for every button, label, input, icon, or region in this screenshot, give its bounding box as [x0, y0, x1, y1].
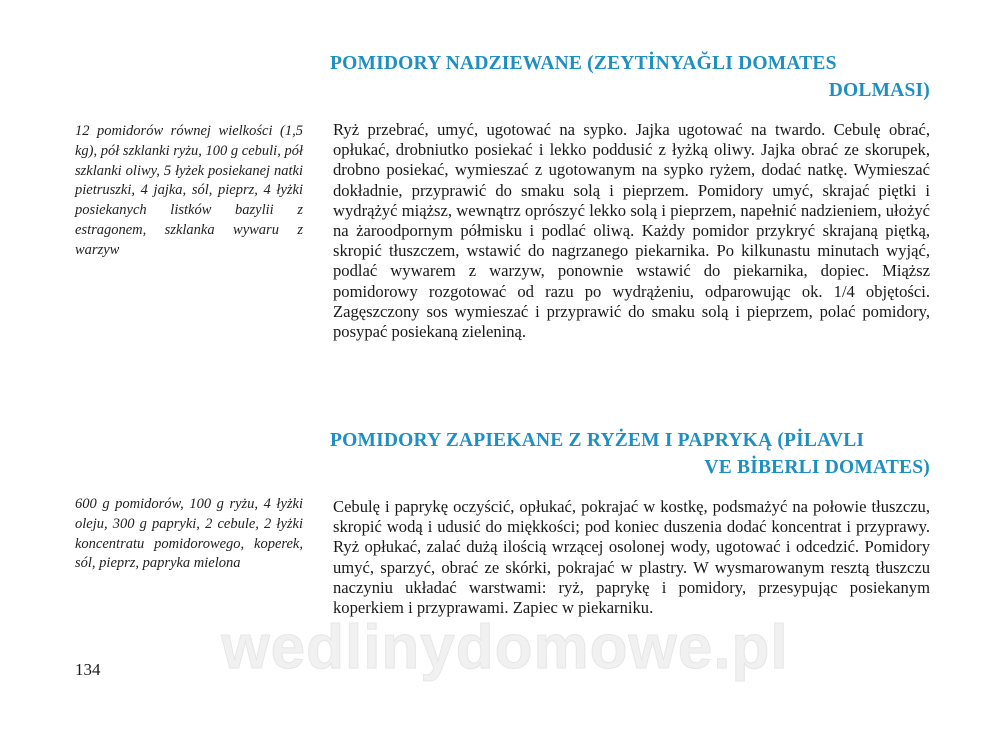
recipe-1-title-line1: POMIDORY NADZIEWANE (ZEYTİNYAĞLI DOMATES — [330, 53, 837, 74]
recipe-2-ingredients: 600 g pomidorów, 100 g ryżu, 4 łyżki oleju, 300 g papryki, 2 cebule, 2 łyżki koncentratu pomidorowego, koperek, sól, pieprz, papryka mielona — [75, 496, 303, 572]
recipe-1-ingredients: 12 pomidorów równej wielkości (1,5 kg), pół szklanki ryżu, 100 g cebuli, pół szklanki oliwy, 5 łyżek posiekanej natki pietruszki, 4 jajka, sól, pieprz, 4 łyżki posiekanych listków bazylii z estragonem, szklanka wywaru z warzyw — [75, 123, 303, 258]
recipe-2-title-line2: VE BİBERLI DOMATES) — [704, 457, 930, 478]
recipe-2-title-line1: POMIDORY ZAPIEKANE Z RYŻEM I PAPRYKĄ (PİLAVLI — [330, 430, 865, 451]
recipe-1-title — [330, 50, 930, 104]
watermark: wedlinydomowe.pl — [221, 613, 789, 682]
recipe-1-title-line2: DOLMASI) — [828, 80, 930, 101]
recipe-2-title — [330, 427, 930, 481]
recipe-2-method: Cebulę i paprykę oczyścić, opłukać, pokrajać w kostkę, podsmażyć na połowie tłuszczu, skropić wodą i udusić do miękkości; pod koniec duszenia dodać koncentrat i przyprawy. Ryż opłukać, zalać dużą ilością wrzącej osolonej wody, ugotować i odcedzić. Pomidory umyć, sparzyć, obrać ze skórki, pokrajać w plastry. W wysmarowanym resztą tłuszczu naczyniu układać warstwami: ryż, paprykę i pomidory, przesypując posiekanym koperkiem i przyprawami. Zapiec w piekarniku. — [333, 497, 930, 618]
recipe-1-method: Ryż przebrać, umyć, ugotować na sypko. Jajka ugotować na twardo. Cebulę obrać, opłukać, drobniutko posiekać i lekko poddusić z łyżką oliwy. Jajka obrać ze skorupek, drobno posiekać, wymieszać z ugotowanym na sypko ryżem, dodać natkę. Wymieszać dokładnie, przyprawić do smaku solą i pieprzem. Pomidory umyć, skrajać piętki i wydrążyć miąższ, wewnątrz oprószyć lekko solą i pieprzem, napełnić nadzieniem, ułożyć na żaroodpornym półmisku i podlać oliwą. Każdy pomidor przykryć skrajaną piętką, skropić tłuszczem, wstawić do nagrzanego piekarnika. Po kilkunastu minutach wyjąć, podlać wywarem z warzyw, ponownie wstawić do piekarnika, dopiec. Miąższ pomidorowy rozgotować od razu po wydrążeniu, odparowując ok. 1/4 objętości. Zagęszczony sos wymieszać i przyprawić do smaku solą i pieprzem, polać pomidory, posypać posiekaną zieleniną. — [333, 120, 930, 342]
page-number: 134 — [75, 660, 101, 679]
